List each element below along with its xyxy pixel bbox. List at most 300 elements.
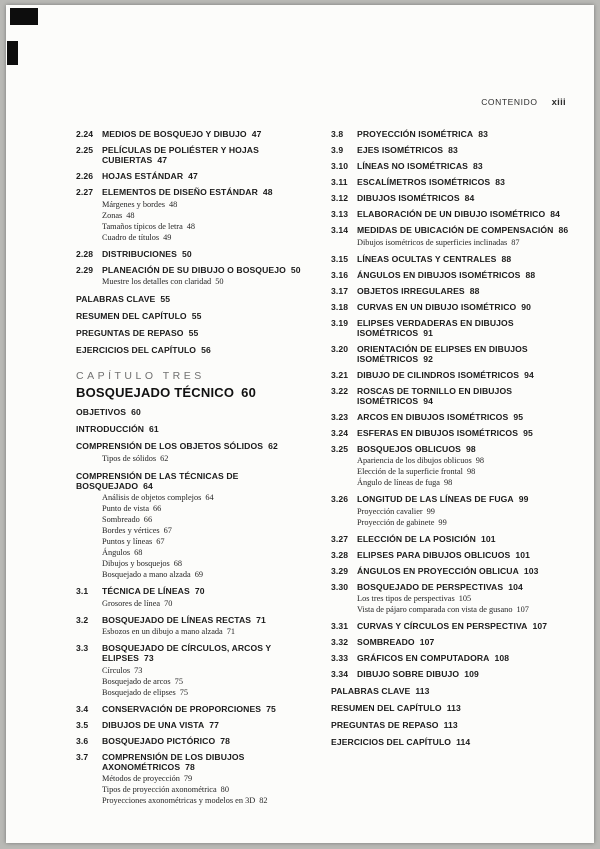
entry-page-number: 101: [480, 533, 496, 544]
toc-entry: [331, 566, 572, 576]
toc-entry: [76, 407, 314, 417]
sub-entry-title: Dibujos y bosquejos: [102, 559, 170, 568]
entry-number: 3.16: [331, 269, 349, 280]
sub-entry-page-number: 71: [226, 627, 236, 636]
entry-page-number: 50: [181, 248, 192, 259]
entry-text: [102, 615, 314, 625]
entry-page-number: 95: [523, 427, 533, 438]
entry-title: BOSQUEJADO PICTÓRICO: [102, 735, 216, 746]
entry-page-number: 83: [478, 129, 488, 139]
entry-text: [76, 407, 314, 417]
sub-entries: [102, 665, 314, 698]
sub-entry: [357, 477, 572, 488]
toc-entry: [331, 428, 572, 438]
toc-column-left: [76, 123, 314, 807]
sub-entry: [357, 466, 572, 477]
entry-title: BOSQUEJADO DE CÍRCULOS, ARCOS Y ELIPSES: [102, 643, 272, 663]
toc-entry: [331, 637, 572, 647]
toc-entry: [331, 444, 572, 454]
entry-title: SOMBREADO: [357, 637, 415, 647]
entry-text: [357, 370, 572, 380]
toc-entry: [76, 424, 314, 434]
entry-page-number: 61: [149, 424, 159, 434]
toc-entry: [331, 318, 572, 338]
entry-text: [357, 145, 572, 155]
sub-entry-title: Círculos: [102, 665, 131, 675]
entry-number: 3.34: [331, 669, 349, 679]
sub-entry-page-number: 48: [126, 210, 135, 220]
entry-page-number: 84: [550, 209, 561, 219]
entry-page-number: 83: [448, 145, 458, 155]
toc-entry: [76, 328, 314, 338]
entry-number: 3.22: [331, 385, 349, 396]
toc-entry: [331, 254, 572, 264]
sub-entry-page-number: 87: [511, 237, 520, 247]
entry-title: RESUMEN DEL CAPÍTULO: [331, 703, 442, 713]
entry-title: PALABRAS CLAVE: [331, 686, 411, 696]
entry-text: [102, 171, 314, 181]
entry-text: [102, 720, 314, 730]
sub-entry-page-number: 99: [426, 506, 435, 516]
sub-entry-title: Vista de pájaro comparada con vista de gusano: [357, 605, 513, 614]
toc-entry: [331, 669, 572, 679]
entry-text: [102, 704, 314, 714]
entry-title: EJES ISOMÉTRICOS: [357, 145, 444, 155]
sub-entries: [357, 506, 572, 528]
sub-entry-title: Bosquejado de arcos: [102, 676, 171, 686]
entry-page-number: 50: [290, 264, 301, 275]
sub-entry-page-number: 79: [183, 774, 193, 783]
sub-entry-page-number: 64: [205, 493, 214, 502]
entry-title: DISTRIBUCIONES: [102, 248, 177, 259]
entry-number: 3.30: [331, 581, 349, 592]
sub-entry-title: Análisis de objetos complejos: [102, 493, 202, 502]
sub-entry-title: Zonas: [102, 210, 123, 220]
toc-entry: [331, 582, 572, 592]
toc-entry: [331, 686, 572, 696]
toc-entry: [76, 704, 314, 714]
entry-page-number: 47: [251, 129, 262, 139]
entry-page-number: 73: [144, 653, 154, 663]
sub-entry-title: Ángulos: [102, 548, 131, 557]
entry-text: [357, 209, 572, 219]
chapter-title-text: BOSQUEJADO TÉCNICO: [76, 385, 235, 400]
sub-entry: [102, 784, 314, 795]
entry-text: [76, 311, 314, 321]
entry-number: 2.27: [76, 187, 94, 197]
entry-number: 3.26: [331, 494, 349, 504]
sub-entry: [102, 210, 314, 221]
entry-number: 3.10: [331, 161, 349, 171]
sub-entry-page-number: 48: [168, 199, 178, 209]
entry-page-number: 98: [466, 443, 476, 454]
entry-page-number: 101: [515, 549, 530, 560]
entry-text: [357, 621, 572, 631]
sub-entry-title: Márgenes y bordes: [102, 199, 165, 209]
entry-text: [357, 302, 572, 312]
entry-number: 3.33: [331, 653, 349, 663]
toc-entry: [76, 586, 314, 596]
entry-page-number: 70: [194, 586, 205, 596]
entry-page-number: 88: [525, 269, 536, 280]
chapter-page-number: 60: [241, 385, 257, 400]
entry-title: TÉCNICA DE LÍNEAS: [102, 586, 190, 596]
entry-title: MEDIOS DE BOSQUEJO Y DIBUJO: [102, 129, 247, 139]
entry-text: [357, 582, 572, 592]
toc-entry: [76, 187, 314, 197]
sub-entry: [102, 232, 314, 243]
toc-entry: [331, 412, 572, 422]
scan-artifact: [10, 8, 38, 25]
entry-title: HOJAS ESTÁNDAR: [102, 171, 184, 181]
sub-entries: [102, 492, 314, 580]
sub-entry-page-number: 73: [134, 665, 143, 675]
entry-text: [76, 424, 314, 434]
entry-page-number: 56: [201, 345, 211, 355]
entry-title: PALABRAS CLAVE: [76, 294, 156, 304]
entry-number: 3.25: [331, 443, 349, 454]
entry-number: 3.14: [331, 225, 349, 235]
sub-entries: [102, 773, 314, 806]
entry-page-number: 77: [209, 719, 220, 730]
chapter-title: [76, 385, 314, 400]
toc-entry: [76, 145, 314, 165]
sub-entry-title: Proyección cavalier: [357, 506, 423, 516]
entry-page-number: 48: [262, 187, 273, 197]
entry-text: [357, 193, 572, 203]
entry-page-number: 90: [521, 301, 532, 312]
sub-entry: [357, 455, 572, 466]
sub-entries: [102, 199, 314, 243]
sub-entry-page-number: 68: [134, 548, 143, 557]
entry-text: [357, 637, 572, 647]
sub-entry-page-number: 75: [179, 687, 189, 697]
sub-entries: [102, 276, 314, 287]
entry-page-number: 94: [524, 369, 534, 380]
entry-page-number: 94: [423, 395, 434, 406]
entry-text: [102, 249, 314, 259]
entry-title: ELIPSES VERDADERAS EN DIBUJOS ISOMÉTRICOS: [357, 317, 514, 338]
sub-entry: [102, 453, 314, 464]
entry-number: 3.4: [76, 703, 89, 714]
sub-entry-title: Tamaños típicos de letra: [102, 221, 183, 231]
entry-number: 3.15: [331, 253, 349, 264]
sub-entry: [102, 626, 314, 637]
entry-text: [102, 265, 314, 275]
toc-entry: [76, 720, 314, 730]
entry-page-number: 47: [157, 155, 168, 165]
sub-entry-title: Métodos de proyección: [102, 774, 180, 783]
entry-number: 3.11: [331, 177, 348, 187]
entry-page-number: 104: [508, 581, 523, 592]
entry-page-number: 55: [160, 294, 171, 304]
entry-page-number: 75: [266, 703, 276, 714]
sub-entries: [102, 453, 314, 464]
entry-title: PELÍCULAS DE POLIÉSTER Y HOJAS CUBIERTAS: [102, 145, 259, 165]
sub-entry-title: Bosquejado a mano alzada: [102, 570, 191, 579]
entry-title: ROSCAS DE TORNILLO EN DIBUJOS ISOMÉTRICOS: [357, 385, 513, 406]
sub-entry-title: Elección de la superficie frontal: [357, 467, 463, 476]
entry-title: LONGITUD DE LAS LÍNEAS DE FUGA: [357, 494, 514, 504]
toc-entry: [76, 129, 314, 139]
sub-entry-title: Tipos de proyección axonométrica: [102, 785, 217, 794]
entry-page-number: 107: [532, 621, 548, 631]
entry-title: ELIPSES PARA DIBUJOS OBLICUOS: [357, 549, 511, 560]
entry-number: 2.26: [76, 171, 94, 181]
entry-page-number: 55: [188, 328, 199, 338]
chapter-label: CAPÍTULO TRES: [76, 370, 205, 382]
entry-text: [357, 270, 572, 280]
entry-text: [331, 703, 572, 713]
entry-page-number: 88: [501, 253, 512, 264]
sub-entry-page-number: 69: [194, 570, 203, 579]
entry-text: [357, 386, 572, 406]
toc-entry: [331, 129, 572, 139]
sub-entry-page-number: 66: [143, 515, 153, 524]
entry-number: 3.8: [331, 129, 344, 139]
sub-entry-title: Los tres tipos de perspectivas: [357, 594, 455, 603]
entry-title: ÁNGULOS EN DIBUJOS ISOMÉTRICOS: [357, 269, 521, 280]
entry-number: 3.19: [331, 317, 349, 328]
entry-title: DIBUJOS DE UNA VISTA: [102, 719, 205, 730]
sub-entry: [102, 665, 314, 676]
sub-entry-page-number: 68: [173, 559, 183, 568]
sub-entry: [102, 558, 314, 569]
sub-entry: [102, 492, 314, 503]
entry-number: 3.2: [76, 614, 89, 625]
sub-entry: [357, 593, 572, 604]
entry-title: DIBUJO DE CILINDROS ISOMÉTRICOS: [357, 369, 520, 380]
sub-entry-title: Proyecciones axonométricas y modelos en 3D: [102, 796, 256, 805]
entry-title: PLANEACIÓN DE SU DIBUJO O BOSQUEJO: [102, 264, 286, 275]
entry-page-number: 47: [188, 171, 198, 181]
entry-text: [357, 534, 572, 544]
sub-entry-title: Grosores de línea: [102, 598, 161, 608]
toc-entry: [76, 311, 314, 321]
scan-artifact: [7, 41, 18, 65]
entry-page-number: 83: [495, 177, 505, 187]
entry-number: 3.24: [331, 427, 349, 438]
entry-page-number: 71: [256, 614, 266, 625]
sub-entry-title: Cuadro de títulos: [102, 232, 160, 242]
entry-page-number: 78: [220, 735, 231, 746]
toc-entry: [331, 286, 572, 296]
sub-entry-page-number: 82: [259, 796, 268, 805]
entry-text: [76, 345, 314, 355]
entry-title: DIBUJOS ISOMÉTRICOS: [357, 193, 460, 203]
entry-number: 3.18: [331, 301, 349, 312]
entry-number: 3.9: [331, 145, 344, 155]
sub-entry-page-number: 107: [516, 605, 529, 614]
sub-entry-title: Tipos de sólidos: [102, 453, 157, 463]
entry-text: [357, 566, 572, 576]
entry-page-number: 99: [518, 494, 529, 504]
sub-entry-page-number: 67: [156, 537, 165, 546]
sub-entry-page-number: 80: [220, 785, 229, 794]
entry-text: [357, 254, 572, 264]
entry-text: [102, 187, 314, 197]
sub-entry: [357, 506, 572, 517]
sub-entry-title: Dibujos isométricos de superficies inclinadas: [357, 237, 508, 247]
toc-entry: [331, 703, 572, 713]
entry-title: ELABORACIÓN DE UN DIBUJO ISOMÉTRICO: [357, 209, 546, 219]
sub-entry-title: Proyección de gabinete: [357, 517, 435, 527]
entry-title: ÁNGULOS EN PROYECCIÓN OBLICUA: [357, 565, 519, 576]
entry-text: [357, 444, 572, 454]
sub-entry-title: Puntos y líneas: [102, 537, 153, 546]
entry-title: ARCOS EN DIBUJOS ISOMÉTRICOS: [357, 411, 509, 422]
entry-title: COMPRENSIÓN DE LAS TÉCNICAS DE BOSQUEJADO: [76, 470, 239, 491]
sub-entry-page-number: 62: [160, 453, 169, 463]
entry-text: [357, 318, 572, 338]
toc-entry: [331, 550, 572, 560]
sub-entry: [102, 536, 314, 547]
entry-number: 3.7: [76, 751, 89, 762]
sub-entry-title: Apariencia de los dibujos oblicuos: [357, 456, 472, 465]
entry-title: PREGUNTAS DE REPASO: [76, 328, 184, 338]
entry-title: CURVAS Y CÍRCULOS EN PERSPECTIVA: [357, 621, 528, 631]
toc-entry: [331, 270, 572, 280]
entry-title: LÍNEAS OCULTAS Y CENTRALES: [357, 253, 497, 264]
sub-entry-title: Bosquejado de elipses: [102, 687, 176, 697]
entry-title: EJERCICIOS DEL CAPÍTULO: [331, 737, 452, 747]
entry-title: ORIENTACIÓN DE ELIPSES EN DIBUJOS ISOMÉTRICOS: [357, 343, 528, 364]
toc-entry: [331, 145, 572, 155]
entry-text: [357, 550, 572, 560]
entry-page-number: 60: [131, 407, 141, 417]
entry-title: CURVAS EN UN DIBUJO ISOMÉTRICO: [357, 301, 517, 312]
entry-page-number: 92: [423, 353, 434, 364]
entry-page-number: 84: [464, 193, 475, 203]
entry-page-number: 62: [268, 441, 278, 451]
sub-entry: [102, 221, 314, 232]
toc-entry: [76, 471, 314, 491]
entry-number: 3.31: [331, 621, 349, 631]
entry-number: 3.3: [76, 643, 89, 653]
toc-entry: [76, 615, 314, 625]
entry-text: [357, 428, 572, 438]
entry-title: CONSERVACIÓN DE PROPORCIONES: [102, 703, 262, 714]
toc-entry: [76, 643, 314, 663]
entry-text: [357, 286, 572, 296]
sub-entry: [102, 569, 314, 580]
entry-page-number: 86: [558, 225, 569, 235]
page-header: [481, 97, 566, 108]
toc-column-right: [331, 123, 572, 747]
sub-entry-page-number: 99: [438, 517, 447, 527]
toc-entry: [76, 171, 314, 181]
entry-title: COMPRENSIÓN DE LOS DIBUJOS AXONOMÉTRICOS: [102, 751, 245, 772]
entry-title: OBJETIVOS: [76, 407, 127, 417]
entry-title: RESUMEN DEL CAPÍTULO: [76, 311, 187, 321]
entry-number: 3.13: [331, 209, 349, 219]
entry-page-number: 64: [143, 480, 153, 491]
entry-title: ELECCIÓN DE LA POSICIÓN: [357, 533, 476, 544]
entry-number: 3.23: [331, 411, 349, 422]
entry-page-number: 88: [469, 285, 480, 296]
sub-entry-page-number: 98: [443, 478, 453, 487]
toc-entry: [331, 302, 572, 312]
entry-text: [76, 441, 314, 451]
entry-number: 2.28: [76, 248, 94, 259]
toc-entry: [331, 494, 572, 504]
folio-page-number: xiii: [551, 97, 566, 108]
toc-entry: [331, 177, 572, 187]
entry-number: 2.25: [76, 145, 94, 155]
entry-number: 3.21: [331, 369, 349, 380]
entry-page-number: 91: [423, 327, 434, 338]
entry-text: [357, 412, 572, 422]
entry-page-number: 95: [513, 411, 524, 422]
toc-entry: [76, 736, 314, 746]
sub-entry-page-number: 105: [458, 594, 472, 603]
entry-text: [102, 752, 314, 772]
sub-entry: [102, 773, 314, 784]
sub-entry-page-number: 49: [163, 232, 172, 242]
entry-page-number: 78: [185, 761, 195, 772]
toc-entry: [331, 344, 572, 364]
entry-title: LÍNEAS NO ISOMÉTRICAS: [357, 161, 468, 171]
sub-entry: [102, 525, 314, 536]
sub-entry: [102, 687, 314, 698]
sub-entry: [102, 598, 314, 609]
entry-title: DIBUJO SOBRE DIBUJO: [357, 669, 460, 679]
entry-number: 3.5: [76, 719, 89, 730]
entry-title: ELEMENTOS DE DISEÑO ESTÁNDAR: [102, 187, 258, 197]
entry-title: BOSQUEJADO DE PERSPECTIVAS: [357, 581, 504, 592]
entry-number: 3.20: [331, 343, 349, 354]
entry-text: [331, 737, 572, 747]
entry-page-number: 114: [456, 737, 471, 747]
toc-entry: [331, 653, 572, 663]
toc-entry: [331, 737, 572, 747]
entry-number: 3.12: [331, 193, 349, 203]
sub-entry: [102, 795, 314, 806]
entry-page-number: 108: [494, 653, 510, 663]
toc-entry: [331, 720, 572, 730]
running-head: CONTENIDO: [481, 97, 538, 107]
entry-text: [102, 643, 314, 663]
sub-entry-page-number: 98: [466, 467, 476, 476]
entry-text: [357, 161, 572, 171]
entry-page-number: 55: [191, 311, 202, 321]
sub-entry: [357, 237, 572, 248]
sub-entry-page-number: 67: [163, 526, 172, 535]
entry-text: [76, 471, 314, 491]
entry-text: [102, 145, 314, 165]
entry-page-number: 109: [464, 669, 479, 679]
entry-page-number: 107: [419, 637, 435, 647]
entry-text: [357, 494, 572, 504]
entry-text: [357, 669, 572, 679]
sub-entry: [357, 604, 572, 615]
entry-number: 2.24: [76, 129, 94, 139]
toc-entry: [331, 209, 572, 219]
sub-entry: [102, 547, 314, 558]
entry-page-number: 103: [523, 565, 539, 576]
toc-entry: [331, 161, 572, 171]
sub-entry-page-number: 66: [153, 504, 162, 513]
entry-page-number: 113: [446, 703, 461, 713]
entry-title: BOSQUEJOS OBLICUOS: [357, 443, 461, 454]
toc-entry: [331, 386, 572, 406]
entry-text: [102, 736, 314, 746]
toc-entry: [76, 265, 314, 275]
sub-entries: [357, 593, 572, 615]
sub-entry-page-number: 48: [186, 221, 196, 231]
entry-text: [357, 225, 572, 235]
toc-entry: [76, 441, 314, 451]
